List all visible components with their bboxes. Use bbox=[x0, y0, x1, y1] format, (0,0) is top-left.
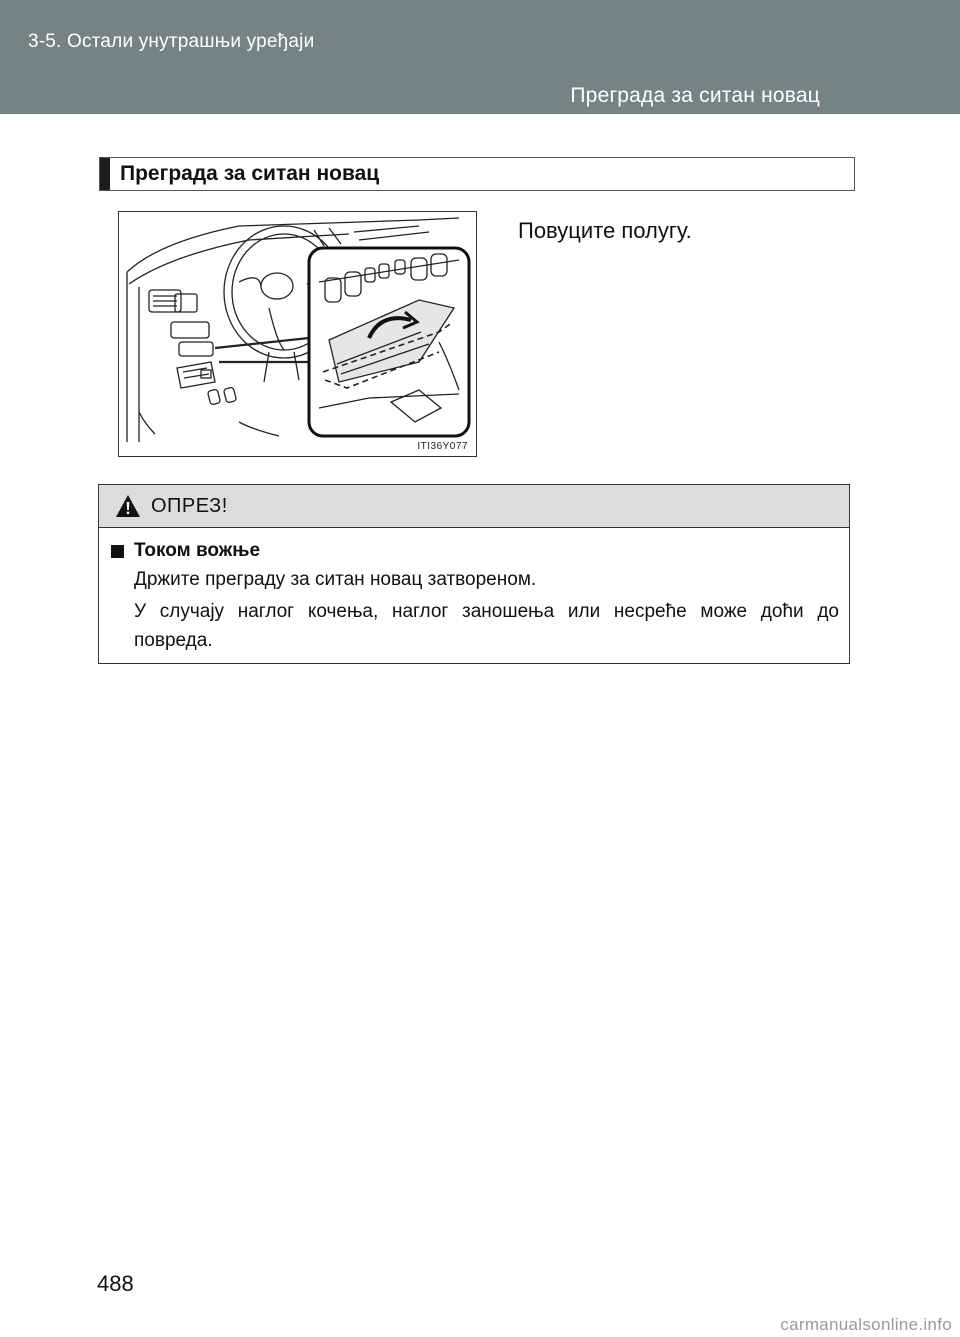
dashboard-drawing bbox=[119, 212, 476, 456]
caution-label: ОПРЕЗ! bbox=[151, 494, 228, 517]
chapter-heading: 3-5. Остали унутрашњи уређаји bbox=[28, 31, 315, 52]
page-number: 488 bbox=[97, 1271, 134, 1296]
caution-subheading: Током вожње bbox=[134, 540, 261, 561]
caution-box bbox=[98, 484, 850, 664]
section-title-marker bbox=[100, 158, 110, 190]
caution-body bbox=[99, 528, 849, 655]
caution-text-1: Држите преграду за ситан новац затвореном. bbox=[134, 569, 537, 590]
caution-header bbox=[99, 485, 849, 528]
section-title-box bbox=[99, 157, 855, 191]
bullet-square-icon bbox=[111, 545, 124, 558]
caution-text-2: У случају наглог кочења, наглог заношења или несреће може доћи до повреда. bbox=[134, 601, 839, 651]
warning-triangle-icon bbox=[115, 494, 141, 518]
watermark: carmanualsonline.info bbox=[780, 1315, 952, 1334]
header-bar bbox=[0, 0, 960, 114]
instruction-text: Повуците полугу. bbox=[518, 218, 692, 243]
section-heading: Преграда за ситан новац bbox=[570, 84, 820, 107]
caution-subheading-row bbox=[111, 540, 839, 562]
coin-box-illustration bbox=[118, 211, 477, 457]
figure-id: ITI36Y077 bbox=[417, 441, 468, 452]
section-title: Преграда за ситан новац bbox=[120, 162, 380, 185]
